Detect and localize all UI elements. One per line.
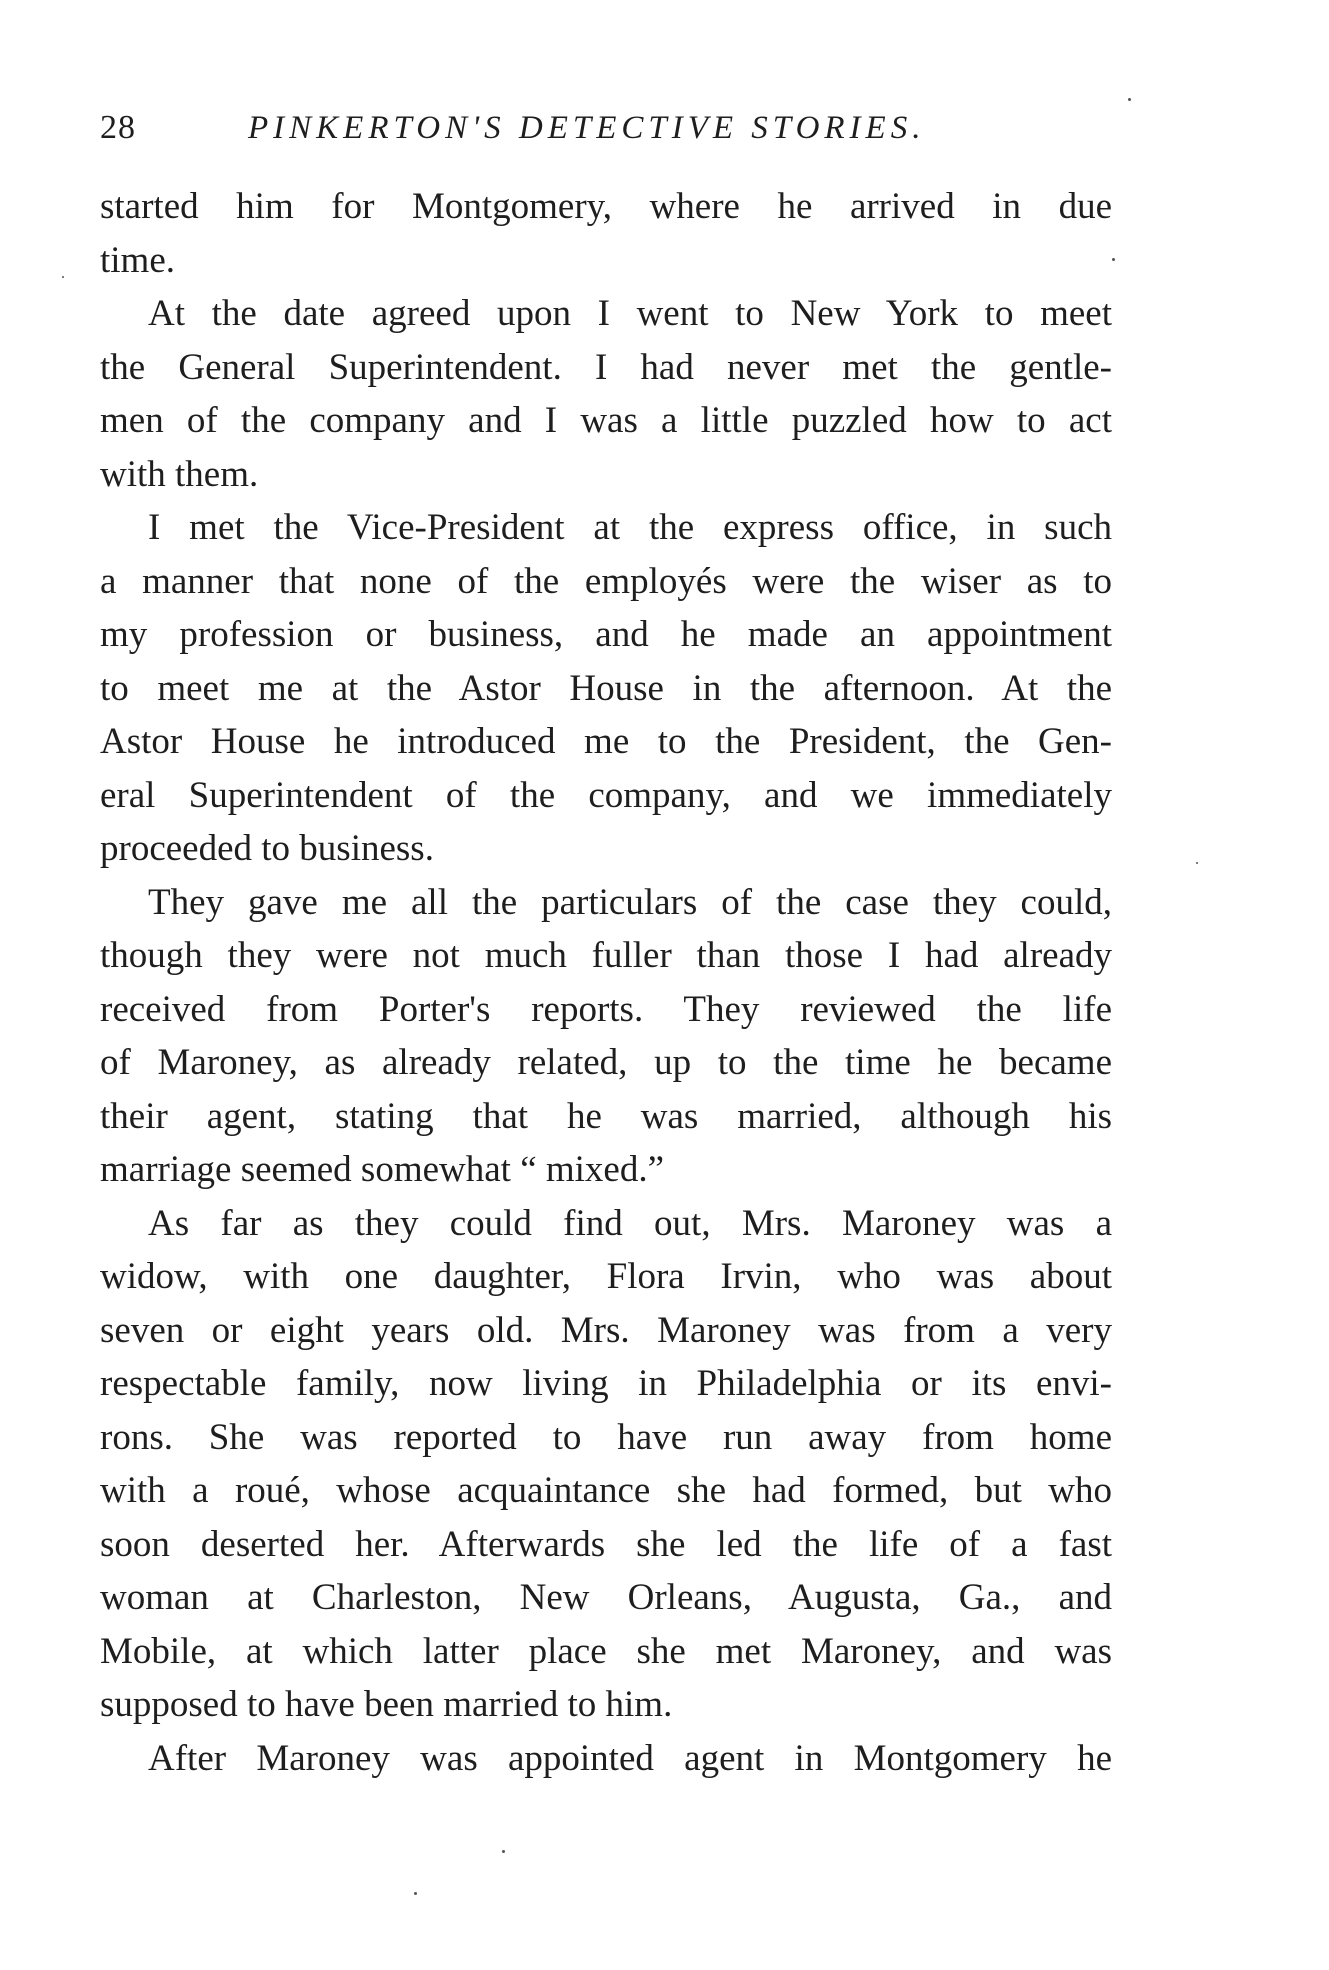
text-line: Astor House he introduced me to the President, the Gen- — [100, 721, 1112, 762]
text-line: eral Superintendent of the company, and we immediately — [100, 774, 1112, 816]
text-line: respectable family, now living in Philadelphia or its envi- — [100, 1363, 1112, 1404]
text-line: After Maroney was appointed agent in Montgomery he — [148, 1737, 1112, 1779]
text-line: soon deserted her. Afterwards she led the life of a fast — [100, 1523, 1112, 1565]
page-header — [100, 108, 1120, 158]
scan-speck — [1112, 258, 1115, 261]
text-line: their agent, stating that he was married, although his — [100, 1095, 1112, 1137]
scan-speck — [1128, 98, 1131, 101]
text-line: They gave me all the particulars of the case they could, — [148, 881, 1112, 923]
text-line: I met the Vice-President at the express office, in such — [148, 507, 1112, 548]
text-line: a manner that none of the employés were the wiser as to — [100, 560, 1112, 602]
scan-speck — [414, 1892, 417, 1895]
text-line: proceeded to business. — [100, 828, 434, 869]
text-line: with them. — [100, 453, 259, 495]
text-line: of Maroney, as already related, up to the time he became — [100, 1042, 1112, 1083]
text-line: my profession or business, and he made an appointment — [100, 614, 1112, 655]
text-line: with a roué, whose acquaintance she had formed, but who — [100, 1470, 1112, 1511]
text-line: started him for Montgomery, where he arrived in due — [100, 186, 1112, 227]
text-line: seven or eight years old. Mrs. Maroney was from a very — [100, 1309, 1112, 1351]
text-line: At the date agreed upon I went to New York to meet — [148, 293, 1112, 334]
text-line: woman at Charleston, New Orleans, Augusta, Ga., and — [100, 1577, 1112, 1618]
scan-speck — [1196, 862, 1198, 864]
text-line: widow, with one daughter, Flora Irvin, who was about — [100, 1256, 1112, 1297]
text-line: to meet me at the Astor House in the afternoon. At the — [100, 667, 1112, 709]
body-text — [100, 180, 1112, 1785]
running-title: PINKERTON'S DETECTIVE STORIES. — [248, 110, 926, 146]
text-line: men of the company and I was a little puzzled how to act — [100, 400, 1112, 441]
text-line: rons. She was reported to have run away from home — [100, 1416, 1112, 1458]
text-line: though they were not much fuller than those I had already — [100, 935, 1112, 976]
text-line: Mobile, at which latter place she met Maroney, and was — [100, 1630, 1112, 1672]
text-line: received from Porter's reports. They reviewed the life — [100, 988, 1112, 1030]
page-number: 28 — [100, 109, 136, 146]
text-line: marriage seemed somewhat “ mixed.” — [100, 1149, 665, 1190]
scan-speck — [502, 1850, 505, 1853]
scan-speck — [62, 276, 64, 278]
text-line: supposed to have been married to him. — [100, 1684, 673, 1725]
text-line: the General Superintendent. I had never met the gentle- — [100, 346, 1112, 388]
text-line: time. — [100, 239, 176, 281]
text-line: As far as they could find out, Mrs. Maroney was a — [148, 1202, 1112, 1244]
